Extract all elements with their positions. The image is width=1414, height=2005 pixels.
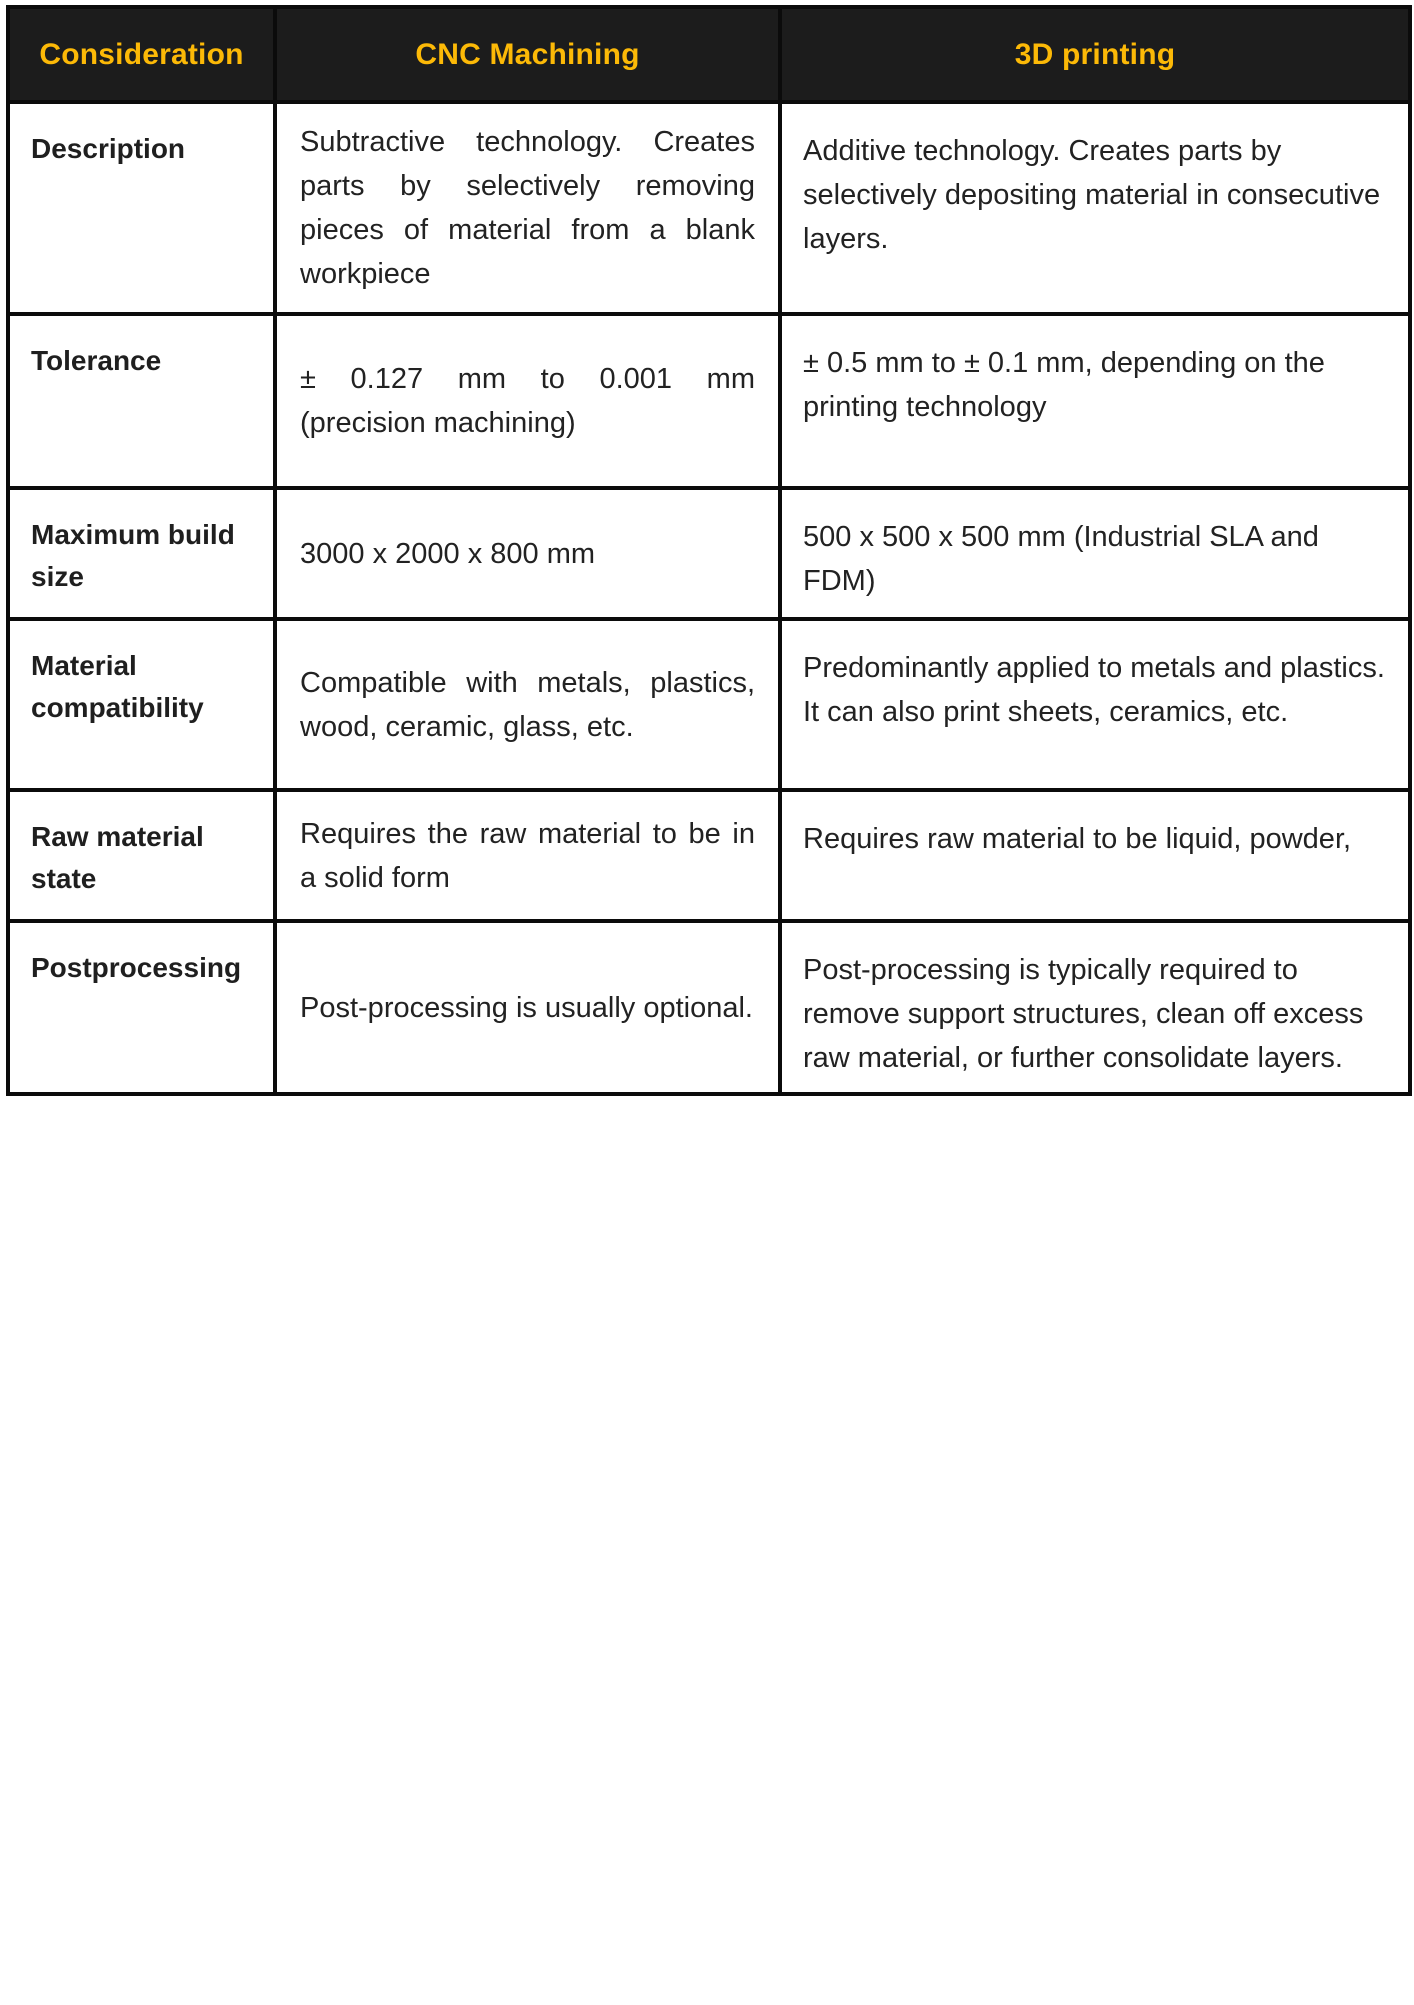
table-row-postprocessing <box>8 921 1410 1094</box>
table-body <box>8 102 1410 1094</box>
cell-tolerance-3d: ± 0.5 mm to ± 0.1 mm, depending on the printing technology <box>780 314 1410 488</box>
cell-postproc-3d: Post-processing is typically required to remove support structures, clean off excess raw material, or further consolidate layers. <box>780 921 1410 1094</box>
cell-buildsize-cnc: 3000 x 2000 x 800 mm <box>275 488 780 619</box>
cell-tolerance-cnc: ± 0.127 mm to 0.001 mm (precision machining) <box>275 314 780 488</box>
cell-rawstate-3d: Requires raw material to be liquid, powder, <box>780 790 1410 921</box>
row-label-material-compatibility: Material compatibility <box>8 619 275 790</box>
cell-material-cnc: Compatible with metals, plastics, wood, ceramic, glass, etc. <box>275 619 780 790</box>
row-label-maximum-build-size: Maximum build size <box>8 488 275 619</box>
header-cell-cnc-machining: CNC Machining <box>275 7 780 102</box>
table-row-description <box>8 102 1410 314</box>
header-cell-consideration: Consideration <box>8 7 275 102</box>
cnc-vs-3d-printing-comparison-table <box>6 5 1412 1096</box>
cell-description-cnc: Subtractive technology. Creates parts by selectively removing pieces of material from a blank workpiece <box>275 102 780 314</box>
row-label-raw-material-state: Raw material state <box>8 790 275 921</box>
cell-material-3d: Predominantly applied to metals and plastics. It can also print sheets, ceramics, etc. <box>780 619 1410 790</box>
table-row-maximum-build-size <box>8 488 1410 619</box>
table-header <box>8 7 1410 102</box>
header-row <box>8 7 1410 102</box>
row-label-postprocessing: Postprocessing <box>8 921 275 1094</box>
row-label-description: Description <box>8 102 275 314</box>
cell-rawstate-cnc: Requires the raw material to be in a solid form <box>275 790 780 921</box>
table-row-tolerance <box>8 314 1410 488</box>
cell-description-3d: Additive technology. Creates parts by selectively depositing material in consecutive layers. <box>780 102 1410 314</box>
cell-postproc-cnc: Post-processing is usually optional. <box>275 921 780 1094</box>
row-label-tolerance: Tolerance <box>8 314 275 488</box>
header-cell-3d-printing: 3D printing <box>780 7 1410 102</box>
cell-buildsize-3d: 500 x 500 x 500 mm (Industrial SLA and FDM) <box>780 488 1410 619</box>
table-row-raw-material-state <box>8 790 1410 921</box>
table-row-material-compatibility <box>8 619 1410 790</box>
